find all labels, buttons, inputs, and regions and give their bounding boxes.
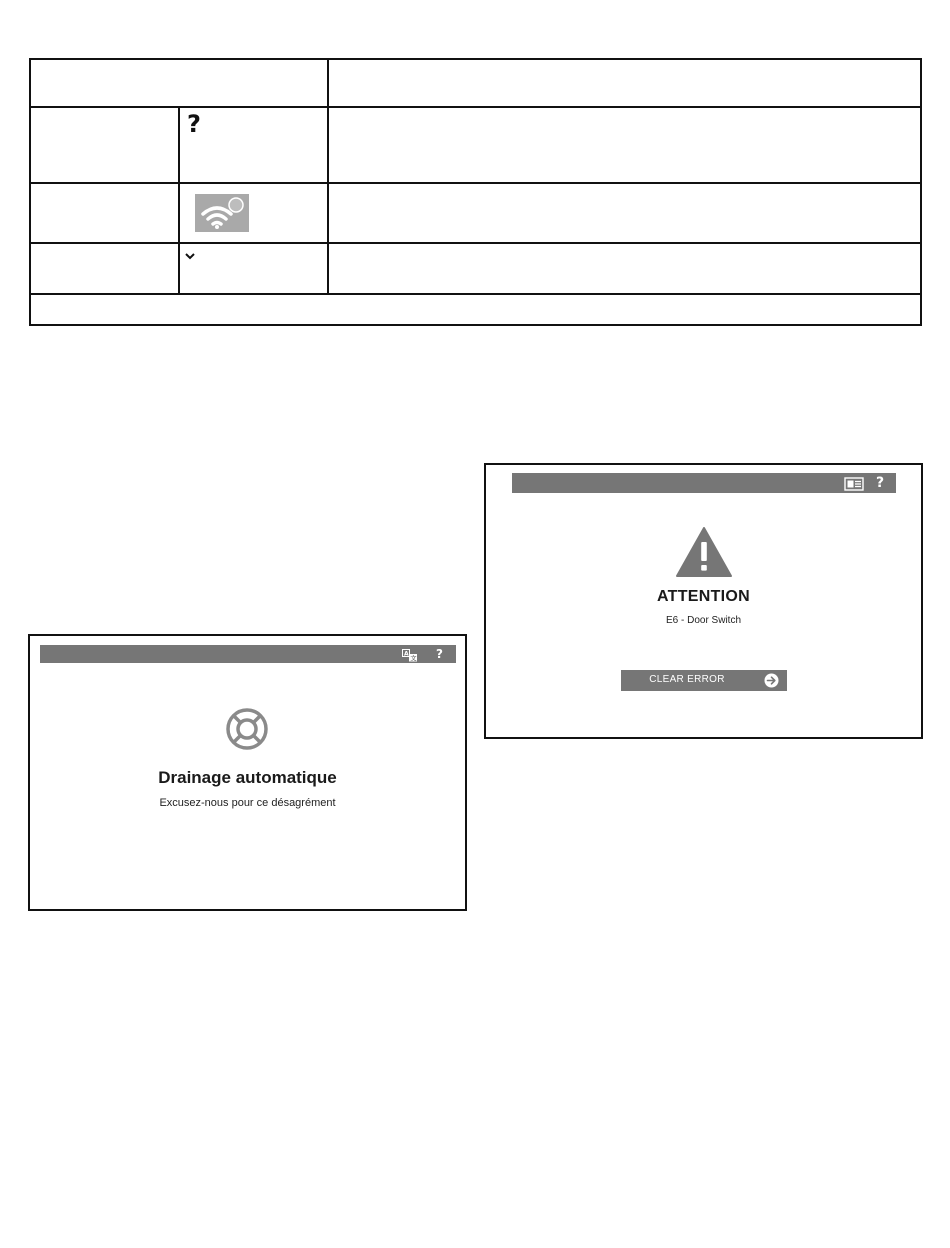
- chevron-down-icon: [185, 250, 195, 264]
- help-icon[interactable]: ?: [436, 647, 443, 661]
- table-divider: [31, 242, 920, 244]
- attention-screen: [484, 463, 923, 739]
- screen-title: ATTENTION: [656, 588, 751, 605]
- clear-error-button[interactable]: [621, 670, 787, 691]
- table-divider: [31, 293, 920, 295]
- wifi-connecting-icon: [195, 194, 249, 232]
- table-column-divider: [327, 60, 329, 295]
- svg-text:A: A: [404, 650, 409, 658]
- error-code: E6 - Door Switch: [665, 615, 742, 626]
- title-bar: [40, 645, 456, 663]
- drain-screen: [28, 634, 467, 911]
- table-column-divider: [178, 106, 180, 295]
- table-divider: [31, 106, 920, 108]
- title-bar: [512, 473, 896, 493]
- language-icon[interactable]: [402, 647, 418, 660]
- screen-subtitle: Excusez-nous pour ce désagrément: [159, 797, 336, 809]
- screen-title: Drainage automatique: [158, 768, 337, 787]
- icon-table: [29, 58, 922, 326]
- lifebuoy-icon: [225, 707, 269, 751]
- clear-error-label: CLEAR ERROR: [649, 674, 725, 685]
- help-icon: ?: [187, 110, 201, 138]
- arrow-right-icon: [764, 673, 779, 688]
- svg-text:文: 文: [410, 655, 417, 662]
- service-icon[interactable]: [844, 476, 864, 490]
- table-divider: [31, 182, 920, 184]
- help-icon[interactable]: ?: [876, 475, 885, 491]
- warning-icon: [675, 526, 733, 578]
